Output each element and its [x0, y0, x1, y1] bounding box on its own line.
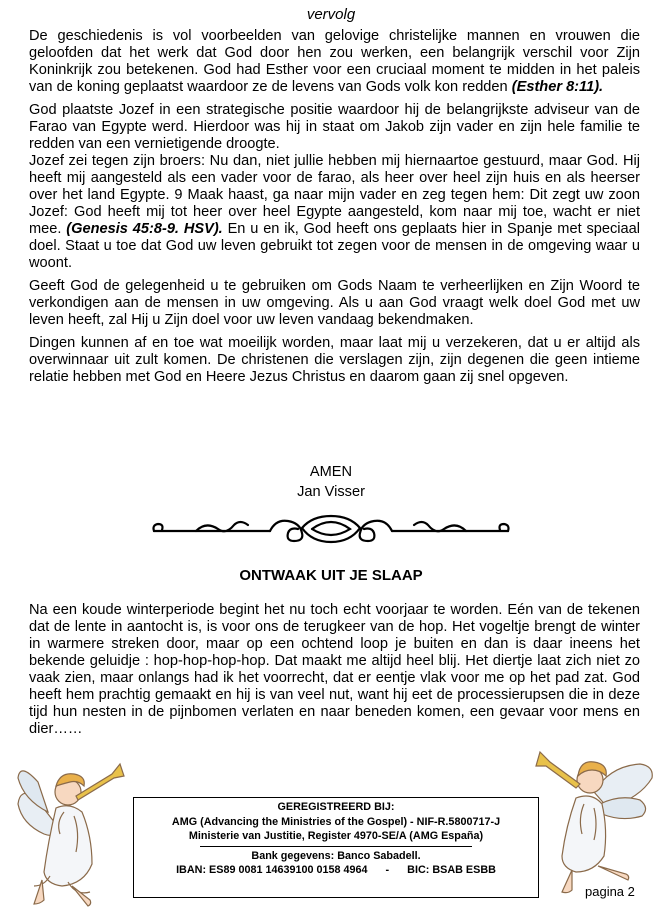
- bank-details: Bank gegevens: Banco Sabadell.: [251, 849, 421, 862]
- continued-label: vervolg: [306, 6, 356, 23]
- article-body: [29, 28, 640, 392]
- paragraph-5: Dingen kunnen af en toe wat moeilijk worden, maar laat mij u verzekeren, dat u er altijd als overwinnaar uit zult komen. De christenen die verslagen zijn, zijn degenen die geen intieme relatie hebben met God en Heere Jezus Christus en daarom gaan zij snel opgeven.: [29, 335, 640, 385]
- registration-title: GEREGISTREERD BIJ:: [277, 801, 395, 813]
- author-name: Jan Visser: [297, 484, 365, 500]
- decorative-divider-icon: [150, 514, 512, 544]
- paragraph-3: [29, 153, 640, 272]
- paragraph-1: [29, 28, 640, 96]
- paragraph-4: Geeft God de gelegenheid u te gebruiken om Gods Naam te verheerlijken en Zijn Woord te verkondigen aan de mensen in uw omgeving. Als u aan God vraagt welk doel God met uw leven heeft, zal Hij u Zijn doel voor uw leven vandaag bekendmaken.: [29, 278, 640, 328]
- signature-block: [0, 462, 662, 502]
- registration-line: Ministerie van Justitie, Register 4970-SE/A (AMG España): [188, 830, 484, 842]
- article-2-body: [29, 602, 640, 738]
- iban-line: IBAN: ES89 0081 14639100 0158 4964 - BIC: BSAB ESBB: [176, 864, 496, 876]
- registration-line: AMG (Advancing the Ministries of the Gospel) - NIF-R.5800717-J: [171, 815, 501, 828]
- paragraph-3-text-a: Jozef zei tegen zijn broers: Nu dan, niet jullie hebben mij hiernaartoe gestuurd, maar God. Hij heeft mij aangesteld als een vader voor de farao, als heer over heel zijn huis en als heerser over het land Egypte. 9 Maak haast, ga naar mijn vader en zeg tegen hem: Dit zegt uw zoon Jozef: God heeft mij tot heer over heel Egypte aangesteld, kom naar mij toe, wacht er niet mee.: [29, 153, 640, 237]
- trumpet-angel-icon: [16, 752, 134, 912]
- scripture-reference: (Esther 8:11).: [511, 79, 604, 95]
- amen-text: AMEN: [309, 464, 353, 480]
- paragraph-3-text-b: En u en ik, God heeft ons geplaats hier in Spanje met speciaal doel. Staat u toe dat God uw leven gebruikt tot zegen voor de mensen in de omgeving waar u woont.: [29, 221, 641, 271]
- page-number: pagina 2: [585, 884, 635, 899]
- paragraph-6: Na een koude winterperiode begint het nu toch echt voorjaar te worden. Eén van de tekenen dat de lente in aantocht is, is voor ons de terugkeer van de hop. Het vogeltje brengt de winter in warmere streken door, maar op een ochtend loop je buiten en dan is daar ineens het bekende geluidje : hop-hop-hop-hop. Dat maakt me altijd heel blij. Het diertje laat zich niet zo vaak zien, maar onlangs had ik het voorrecht, dat er eentje vlak voor me op het pad zat. God heeft hem prachtig gemaakt en hij is van veel nut, want hij eet de processierupsen die in deze tijd hun nesten in de pijnbomen verlaten en naar beneden komen, een gevaar voor mens en dier……: [29, 602, 640, 737]
- paragraph-1-text: De geschiedenis is vol voorbeelden van gelovige christelijke mannen en vrouwen die geloofden dat het werk dat God door hen zou werken, een belangrijk verschil voor Zijn Koninkrijk zou betekenen. God had Esther voor een cruciaal moment te midden in het paleis van de koning geplaatst waardoor ze de levens van Gods volk kon redden: [29, 28, 640, 95]
- section-title: ONTWAAK UIT JE SLAAP: [239, 567, 423, 584]
- trumpet-angel-icon: [524, 748, 656, 898]
- paragraph-2: God plaatste Jozef in een strategische positie waardoor hij de belangrijkste adviseur van de Farao van Egypte werd. Hierdoor was hij in staat om Jakob zijn vader en zijn hele familie te redden van een vernietigende droogte.: [29, 102, 640, 152]
- registration-box: [133, 797, 539, 898]
- divider: [200, 846, 472, 847]
- scripture-reference: (Genesis 45:8-9. HSV).: [66, 221, 223, 237]
